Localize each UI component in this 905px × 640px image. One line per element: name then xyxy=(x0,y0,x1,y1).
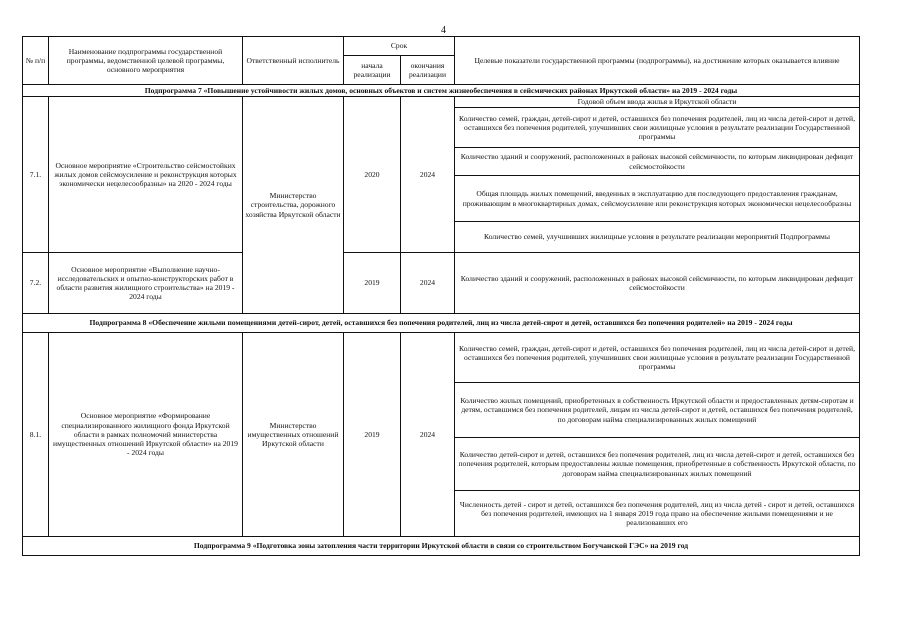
row-name: Основное мероприятие «Выполнение научно-исследовательских и опытно-конструкторских работ в области развития жилищного строительства» на 2019 - 2024 годы xyxy=(49,253,243,314)
header-end: окончания реализации xyxy=(401,56,455,85)
target-indicator: Количество зданий и сооружений, расположенных в районах высокой сейсмичности, по которым ликвидирован дефицит сейсмостойкости xyxy=(455,253,860,314)
row-number: 8.1. xyxy=(23,333,49,537)
section-row xyxy=(23,314,860,333)
row-name: Основное мероприятие «Формирование специализированного жилищного фонда Иркутской области в рамках полномочий министерства имущественных отношений Иркутской области» на 2019 - 2024 годы xyxy=(49,333,243,537)
row-executor: Министерство имущественных отношений Иркутской области xyxy=(243,333,344,537)
target-indicator: Общая площадь жилых помещений, введенных в эксплуатацию для последующего предоставления гражданам, проживающим в многоквартирных домах, сейсмоусиление или реконструкция которых экономически нецелесообразны xyxy=(455,176,860,222)
row-end-year: 2024 xyxy=(401,333,455,537)
header-row xyxy=(23,37,860,56)
row-start-year: 2020 xyxy=(344,97,401,253)
row-start-year: 2019 xyxy=(344,253,401,314)
page-number: 4 xyxy=(441,25,446,36)
table-row xyxy=(23,333,860,383)
row-name: Основное мероприятие «Строительство сейсмостойких жилых домов сейсмоусиление и реконструкция которых экономически нецелесообразны» на 2020 - 2024 годы xyxy=(49,97,243,253)
section-title: Подпрограмма 9 «Подготовка зоны затопления части территории Иркутской области в связи со строительством Богучанской ГЭС» на 2019 год xyxy=(23,537,860,556)
table-row xyxy=(23,97,860,108)
target-indicator: Численность детей - сирот и детей, оставшихся без попечения родителей, лиц из числа детей - сирот и детей, оставшихся без попечения родителей, имеющих на 1 января 2019 года право на обеспечение жилыми помещениями и не реализовавших его xyxy=(455,491,860,537)
row-number: 7.1. xyxy=(23,97,49,253)
target-indicator: Количество детей-сирот и детей, оставшихся без попечения родителей, лиц из числа детей-сирот и детей, оставшихся без попечения родителей, которым предоставлены жилые помещения, приобретенные в собственность Иркутской области, по договорам найма специализированных жилых помещений xyxy=(455,438,860,491)
target-indicator: Количество семей, улучшивших жилищные условия в результате реализации мероприятий Подпрограммы xyxy=(455,222,860,253)
program-table xyxy=(22,36,860,556)
target-indicator: Количество зданий и сооружений, расположенных в районах высокой сейсмичности, по которым ликвидирован дефицит сейсмостойкости xyxy=(455,148,860,176)
row-number: 7.2. xyxy=(23,253,49,314)
row-start-year: 2019 xyxy=(344,333,401,537)
section-title: Подпрограмма 7 «Повышение устойчивости жилых домов, основных объектов и систем жизнеобеспечения в сейсмических районах Иркутской области» на 2019 - 2024 годы xyxy=(23,85,860,97)
section-row xyxy=(23,537,860,556)
header-executor: Ответственный исполнитель xyxy=(243,37,344,85)
header-targets: Целевые показатели государственной программы (подпрограммы), на достижение которых оказывается влияние xyxy=(455,37,860,85)
row-executor: Министерство строительства, дорожного хозяйства Иркутской области xyxy=(243,97,344,314)
table-row xyxy=(23,253,860,314)
header-num: № п/п xyxy=(23,37,49,85)
row-end-year: 2024 xyxy=(401,253,455,314)
row-end-year: 2024 xyxy=(401,97,455,253)
target-indicator: Количество семей, граждан, детей-сирот и детей, оставшихся без попечения родителей, лиц из числа детей-сирот и детей, оставшихся без попечения родителей, улучшивших свои жилищные условия в результате реализации Государственной программы xyxy=(455,333,860,383)
target-indicator: Годовой объем ввода жилья в Иркутской области xyxy=(455,97,860,108)
section-row xyxy=(23,85,860,97)
header-start: начала реализации xyxy=(344,56,401,85)
section-title: Подпрограмма 8 «Обеспечение жильми помещениями детей-сирот, детей, оставшихся без попечения родителей, лиц из числа детей-сирот и детей, оставшихся без попечения родителей» на 2019 - 2024 годы xyxy=(23,314,860,333)
target-indicator: Количество жилых помещений, приобретенных в собственность Иркутской области и предоставленных детям-сиротам и детям, оставшимся без попечения родителей, лицам из числа детей-сирот и детей, оставшихся без попечения родителей, по договорам найма специализированных жилых помещений xyxy=(455,383,860,438)
header-term: Срок xyxy=(344,37,455,56)
header-name: Наименование подпрограммы государственной программы, ведомственной целевой программы, основного мероприятия xyxy=(49,37,243,85)
target-indicator: Количество семей, граждан, детей-сирот и детей, оставшихся без попечения родителей, лиц из числа детей-сирот и детей, оставшихся без попечения родителей, улучшивших свои жилищные условия в результате реализации Государственной программы xyxy=(455,108,860,148)
